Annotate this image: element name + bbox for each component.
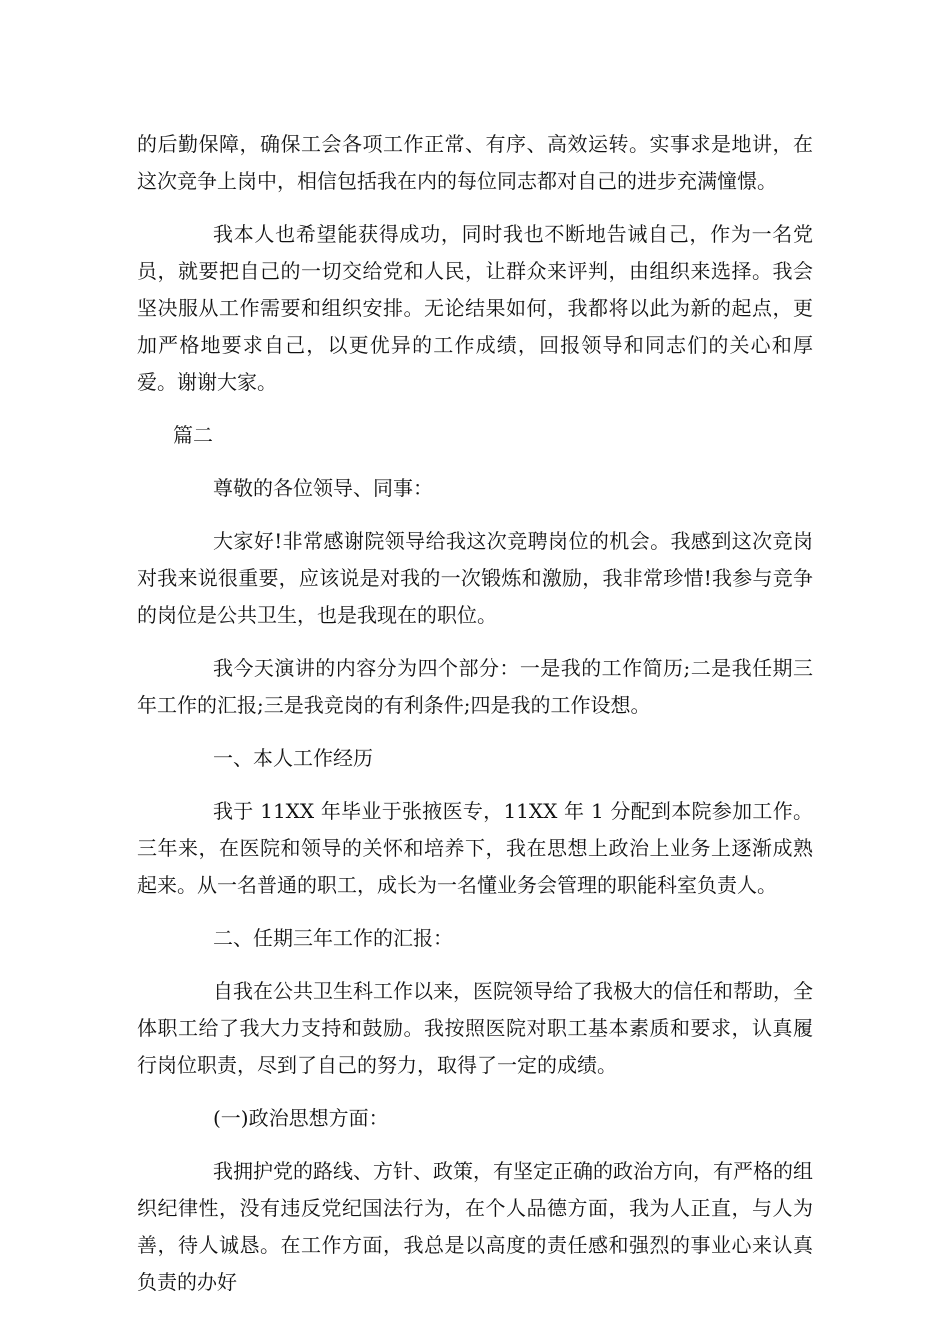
paragraph-political: 我拥护党的路线、方针、政策，有坚定正确的政治方向，有严格的组织纪律性，没有违反党纪国法行为，在个人品德方面，我为人正直，与人为善，待人诚恳。在工作方面，我总是以高度的责任感和强烈的事业心来认真负责的办好	[137, 1159, 813, 1294]
heading-political: (一)政治思想方面：	[213, 1106, 389, 1130]
paragraph-closing: 我本人也希望能获得成功，同时我也不断地告诫自己，作为一名党员，就要把自己的一切交给党和人民，让群众来评判，由组织来选择。我会坚决服从工作需要和组织安排。无论结果如何，我都将以此为新的起点，更加严格地要求自己，以更优异的工作成绩，回报领导和同志们的关心和厚爱。谢谢大家。	[137, 222, 813, 394]
paragraph-greeting: 大家好!非常感谢院领导给我这次竞聘岗位的机会。我感到这次竞岗对我来说很重要，应该说是对我的一次锻炼和激励，我非常珍惜!我参与竞争的岗位是公共卫生，也是我现在的职位。	[137, 529, 813, 627]
document-page	[137, 126, 813, 1317]
heading-work-report: 二、任期三年工作的汇报：	[213, 926, 453, 950]
heading-work-history: 一、本人工作经历	[213, 746, 373, 770]
paragraph-outline: 我今天演讲的内容分为四个部分：一是我的工作简历;二是我任期三年工作的汇报;三是我竞岗的有利条件;四是我的工作设想。	[137, 656, 813, 717]
salutation: 尊敬的各位领导、同事：	[213, 476, 433, 500]
section-title: 篇二	[173, 423, 213, 447]
paragraph-work-history: 我于 11XX 年毕业于张掖医专，11XX 年 1 分配到本院参加工作。三年来，在医院和领导的关怀和培养下，我在思想上政治上业务上逐渐成熟起来。从一名普通的职工，成长为一名懂业务会管理的职能科室负责人。	[137, 799, 813, 897]
paragraph-work-report: 自我在公共卫生科工作以来，医院领导给了我极大的信任和帮助，全体职工给了我大力支持和鼓励。我按照医院对职工基本素质和要求，认真履行岗位职责，尽到了自己的努力，取得了一定的成绩。	[137, 979, 813, 1077]
paragraph-continuation: 的后勤保障，确保工会各项工作正常、有序、高效运转。实事求是地讲，在这次竞争上岗中，相信包括我在内的每位同志都对自己的进步充满憧憬。	[137, 132, 813, 193]
